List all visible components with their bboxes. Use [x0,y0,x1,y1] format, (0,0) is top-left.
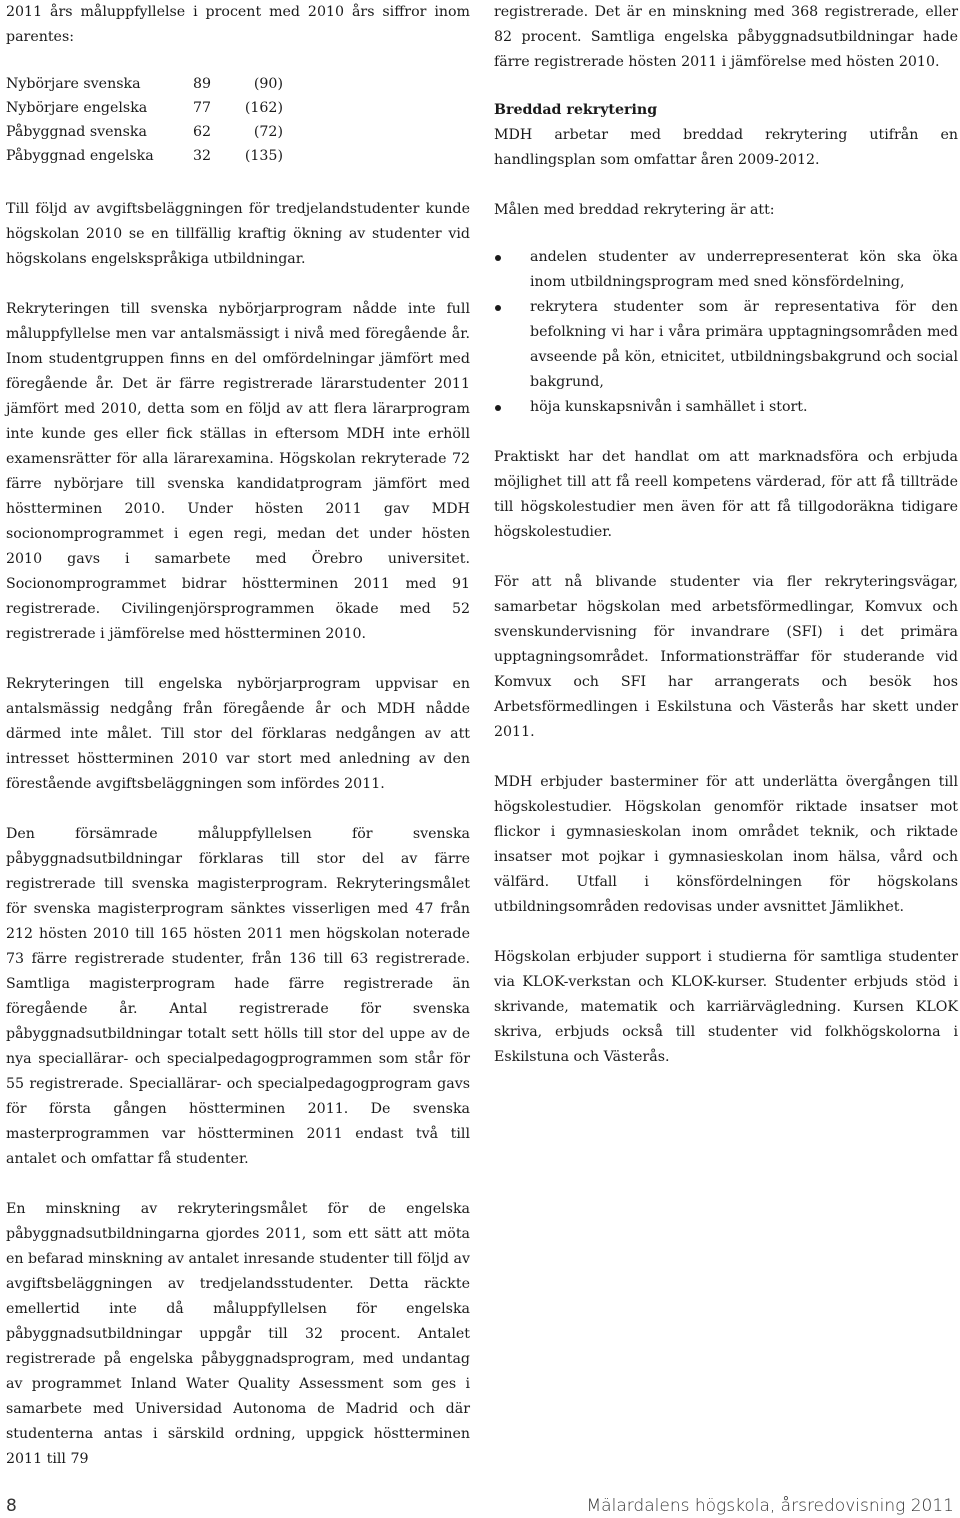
paragraph: För att nå blivande studenter via fler rekryteringsvägar, samarbetar högskolan med arbetsförmedlingar, Komvux och svenskundervisning för invandrare (SFI) i det primära upptagningsområdet. Informationsträffar för studerande vid Komvux och SFI har arrangerats och besök hos Arbetsförmedlingen i Eskilstuna och Västerås har skett under 2011. [494,574,958,740]
list-item-text: rekrytera studenter som är representativa för den befolkning vi har i våra primära upptagningsområden med avseende på kön, etnicitet, utbildningsbakgrund och social bakgrund, [530,299,958,390]
stat-value-2011: 77 [193,100,212,116]
goals-intro: Målen med breddad rekrytering är att: [494,202,775,218]
goals-list [494,245,958,420]
right-column [494,0,958,1095]
table-row [6,144,283,168]
paragraph: Högskolan erbjuder support i studierna för samtliga studenter via KLOK-verkstan och KLOK-kurser. Studenter erbjuds stöd i skrivande, matematik och karriärvägledning. Kursen KLOK skriva, erbjuds också till studenter vid folkhögskolorna i Eskilstuna och Västerås. [494,949,958,1065]
stat-value-2010: (90) [253,76,283,92]
paragraph: Till följd av avgiftsbeläggningen för tredjelandstudenter kunde högskolan 2010 se en tillfällig kraftig ökning av studenter vid högskolans engelskspråkiga utbildningar. [6,201,470,267]
list-item [494,295,958,395]
stat-label: Påbyggnad engelska [6,148,154,164]
goal-fulfillment-table [6,72,283,168]
list-item [494,245,958,295]
paragraph: Rekryteringen till engelska nybörjarprogram uppvisar en antalsmässig nedgång från föregående år och MDH nådde därmed inte målet. Till stor del förklaras nedgången av att intresset höstterminen 2010 var stort med anledning av den förestående avgiftsbeläggningen som infördes 2011. [6,676,470,792]
publication-name: Mälardalens högskola, årsredovisning 2011 [586,1496,954,1516]
paragraph: En minskning av rekryteringsmålet för de engelska påbyggnadsutbildningarna gjordes 2011, som ett sätt att möta en befarad minskning av antalet inresande studenter till följd av avgiftsbeläggningen av tredjelandsstudenter. Detta räckte emellertid inte då måluppfyllelsen för engelska påbyggnadsutbildningar uppgår till 32 procent. Antalet registrerade på engelska påbyggnadsprogram, med undantag av programmet Inland Water Quality Assessment som ges i samarbete med Universidad Autonoma de Madrid och där studenterna antas i särskild ordning, uppgick höstterminen 2011 till 79 [6,1201,470,1467]
page-number: 8 [6,1496,17,1516]
left-column [6,0,470,1497]
stat-label: Nybörjare engelska [6,100,148,116]
stat-label: Nybörjare svenska [6,76,141,92]
table-row [6,96,283,120]
section-heading: Breddad rekrytering [494,102,658,118]
stats-intro: 2011 års måluppfyllelse i procent med 2010 års siffror inom parentes: [6,4,470,45]
stat-value-2010: (72) [253,124,283,140]
stat-value-2010: (135) [244,148,283,164]
paragraph: MDH erbjuder basterminer för att underlätta övergången till högskolestudier. Högskolan genomför riktade insatser mot flickor i gymnasieskolan inom området teknik, och riktade insatser mot pojkar i gymnasieskolan inom hälsa, vård och välfärd. Utfall i könsfördelningen för högskolans utbildningsområden redovisas under avsnittet Jämlikhet. [494,774,958,915]
table-row [6,72,283,96]
continued-paragraph: registrerade. Det är en minskning med 368 registrerade, eller 82 procent. Samtliga engelska påbyggnadsutbildningar hade färre registrerade hösten 2011 i jämförelse med hösten 2010. [494,4,958,70]
stat-label: Påbyggnad svenska [6,124,147,140]
stat-value-2010: (162) [244,100,283,116]
stat-value-2011: 32 [193,148,212,164]
paragraph: Den försämrade måluppfyllelsen för svenska påbyggnadsutbildningar förklaras till stor del av färre registrerade till svenska magisterprogram. Rekryteringsmålet för svenska magisterprogram sänktes visserligen med 47 från 212 hösten 2010 till 165 hösten 2011 men högskolan noterade 73 färre registrerade studenter, från 136 till 63 registrerade. Samtliga magisterprogram hade färre registrerade än föregående år. Antal registrerade för svenska påbyggnadsutbildningar totalt sett hölls till stor del uppe av de nya speciallärar- och specialpedagogprogrammen som står för 55 registrerade. Speciallärar- och specialpedagogprogram gavs för första gången höstterminen 2011. De svenska masterprogrammen var höstterminen 2011 endast två till antalet och omfattar få studenter. [6,826,470,1167]
stat-value-2011: 62 [193,124,212,140]
paragraph: MDH arbetar med breddad rekrytering utifrån en handlingsplan som omfattar åren 2009-2012. [494,127,958,168]
bullet-icon [495,405,501,411]
paragraph: Praktiskt har det handlat om att marknadsföra och erbjuda möjlighet till att få reell kompetens värderad, för att få tillträde till högskolestudier men även för att få tillgodoräkna tidigare högskolestudier. [494,449,958,540]
list-item [494,395,958,420]
stat-value-2011: 89 [193,76,212,92]
list-item-text: andelen studenter av underrepresenterat kön ska öka inom utbildningsprogram med sned könsfördelning, [530,249,958,290]
bullet-icon [495,305,501,311]
bullet-icon [495,255,501,261]
paragraph: Rekryteringen till svenska nybörjarprogram nådde inte full måluppfyllelse men var antalsmässigt i nivå med föregående år. Inom studentgruppen finns en del omfördelningar jämfört med föregående år. Det är färre registrerade lärarstudenter 2011 jämfört med 2010, detta som en följd av att flera lärarprogram inte kunde ges eller fick ställas in eftersom MDH inte erhöll examensrätter för alla lärarexamina. Högskolan rekryterade 72 färre nybörjare till svenska kandidatprogram jämfört med höstterminen 2010. Under hösten 2011 gav MDH socionomprogrammet i egen regi, medan det under hösten 2010 gavs i samarbete med Örebro universitet. Socionomprogrammet bidrar höstterminen 2011 med 91 registrerade. Civilingenjörsprogrammen ökade med 52 registrerade i jämförelse med höstterminen 2010. [6,301,470,642]
table-row [6,120,283,144]
list-item-text: höja kunskapsnivån i samhället i stort. [530,399,808,415]
